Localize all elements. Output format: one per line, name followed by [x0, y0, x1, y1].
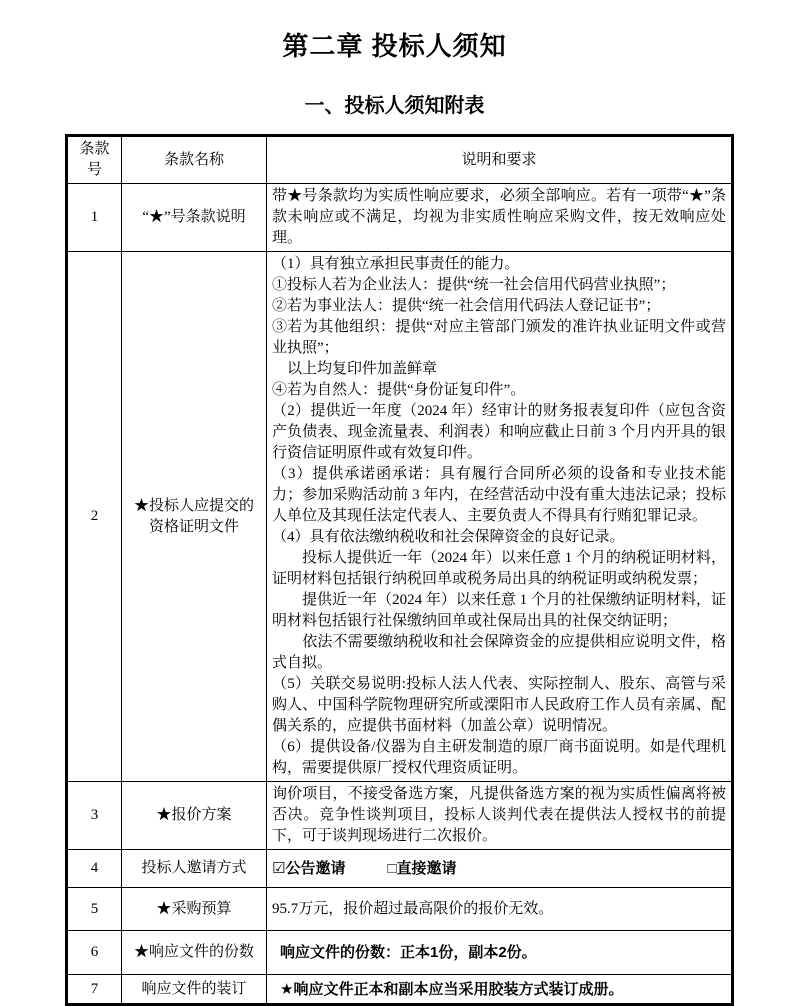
table-row-6 [67, 931, 733, 975]
header-description: 说明和要求 [267, 136, 733, 184]
header-clause-no: 条款号 [67, 136, 122, 184]
paragraph: 提供近一年（2024 年）以来任意 1 个月的社保缴纳证明材料，证明材料包括银行社保缴纳回单或社保局出具的社保交纳证明； [272, 592, 726, 629]
checkbox-checked-icon: ☑ [272, 860, 286, 877]
clause-description [267, 975, 733, 1005]
table-row-5 [67, 888, 733, 931]
header-row [67, 136, 733, 184]
table-row-4 [67, 850, 733, 888]
clause-no: 6 [67, 931, 122, 975]
clause-description [267, 252, 733, 782]
paragraph: ①投标人若为企业法人：提供“统一社会信用代码营业执照”； [272, 277, 676, 293]
clause-name: “★”号条款说明 [122, 184, 267, 252]
checkbox-unchecked-icon: □ [387, 860, 397, 877]
clause-description [267, 184, 733, 252]
table-row-2 [67, 252, 733, 782]
paragraph: （3）提供承诺函承诺：具有履行合同所必须的设备和专业技术能力；参加采购活动前 3 年内，在经营活动中没有重大违法记录；投标人单位及其现任法定代表人、主要负责人不得具有行贿犯罪记录。 [272, 466, 726, 524]
option-label: 直接邀请 [396, 860, 457, 877]
paragraph: ②若为事业法人：提供“统一社会信用代码法人登记证书”； [272, 298, 661, 314]
chapter-title: 第二章 投标人须知 [282, 31, 507, 61]
clause-description [267, 782, 733, 850]
paragraph: （6）提供设备/仪器为自主研发制造的原厂商书面说明。如是代理机构，需要提供原厂授权代理资质证明。 [272, 739, 726, 776]
clause-no: 7 [67, 975, 122, 1005]
clause-no: 1 [67, 184, 122, 252]
paragraph: 投标人提供近一年（2024 年）以来任意 1 个月的纳税证明材料，证明材料包括银行纳税回单或税务局出具的纳税证明或纳税发票； [272, 550, 726, 587]
table-row-3 [67, 782, 733, 850]
paragraph: 带★号条款均为实质性响应要求，必须全部响应。若有一项带“★”条款未响应或不满足，均视为非实质性响应采购文件，按无效响应处理。 [272, 188, 726, 246]
paragraph: 询价项目，不接受备选方案，凡提供备选方案的视为实质性偏离将被否决。竞争性谈判项目，投标人谈判代表在提供法人授权书的前提下，可于谈判现场进行二次报价。 [272, 786, 726, 844]
clause-name: ★响应文件的份数 [122, 931, 267, 975]
clause-name: 投标人邀请方式 [122, 850, 267, 888]
option-direct-invite [387, 860, 456, 877]
paragraph: ③若为其他组织：提供“对应主管部门颁发的准许执业证明文件或营业执照”； [272, 319, 726, 356]
paragraph: 95.7万元，报价超过最高限价的报价无效。 [272, 900, 554, 917]
paragraph: 依法不需要缴纳税收和社会保障资金的应提供相应说明文件，格式自拟。 [272, 634, 726, 671]
clause-name: 响应文件的装订 [122, 975, 267, 1005]
clause-name: ★采购预算 [122, 888, 267, 931]
paragraph: ★响应文件正本和副本应当采用胶装方式装订成册。 [280, 980, 624, 998]
option-announcement-invite [272, 860, 345, 877]
section-title: 一、投标人须知附表 [304, 95, 485, 117]
clause-no: 4 [67, 850, 122, 888]
table-row-1 [67, 184, 733, 252]
bidder-notice-table [65, 134, 734, 1006]
header-clause-name: 条款名称 [122, 136, 267, 184]
clause-description [267, 850, 733, 888]
clause-description [267, 888, 733, 931]
paragraph: （2）提供近一年度（2024 年）经审计的财务报表复印件（应包含资产负债表、现金流量表、利润表）和响应截止日前 3 个月内开具的银行资信证明原件或有效复印件。 [272, 403, 726, 461]
clause-name: ★投标人应提交的资格证明文件 [122, 252, 267, 782]
option-label: 公告邀请 [285, 860, 346, 877]
paragraph: （4）具有依法缴纳税收和社会保障资金的良好记录。 [272, 529, 625, 545]
paragraph: 以上均复印件加盖鲜章 [272, 361, 438, 377]
clause-no: 3 [67, 782, 122, 850]
paragraph: 响应文件的份数：正本1份，副本2份。 [280, 944, 537, 961]
clause-no: 5 [67, 888, 122, 931]
table-row-7 [67, 975, 733, 1005]
clause-no: 2 [67, 252, 122, 782]
paragraph: ④若为自然人：提供“身份证复印件”。 [272, 382, 526, 398]
clause-description [267, 931, 733, 975]
paragraph: （1）具有独立承担民事责任的能力。 [272, 256, 520, 272]
clause-name: ★报价方案 [122, 782, 267, 850]
paragraph: （5）关联交易说明:投标人法人代表、实际控制人、股东、高管与采购人、中国科学院物理研究所或溧阳市人民政府工作人员有亲属、配偶关系的，应提供书面材料（加盖公章）说明情况。 [272, 676, 726, 734]
